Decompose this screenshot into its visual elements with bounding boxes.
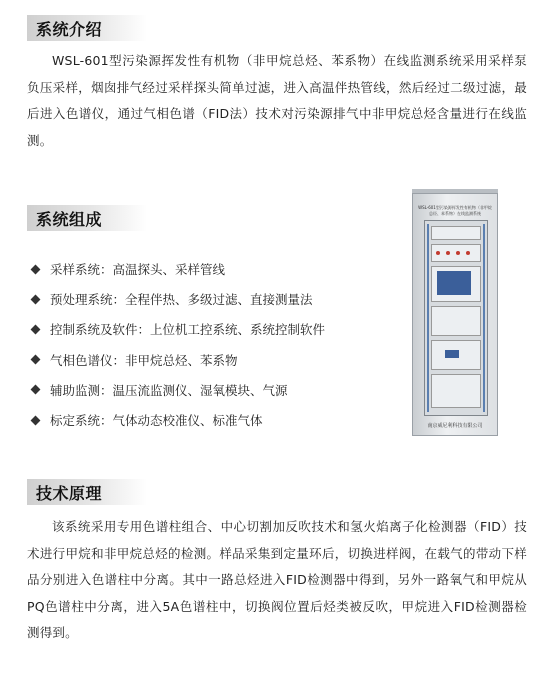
composition-list [30, 254, 390, 435]
principle-paragraph: 该系统采用专用色谱柱组合、中心切割加反吹技术和氢火焰离子化检测器（FID）技术进行甲烷和非甲烷总烃的检测。样品采集到定量环后，切换进样阀，在载气的带动下样品分别进入色谱柱中分离。其中一路总烃进入FID检测器中得到，另外一路氧气和甲烷从PQ色谱柱中分离，进入5A色谱柱中，切换阀位置后烃类被反吹，甲烷进入FID检测器检测得到。 [27, 519, 527, 640]
section-title-intro: 系统介绍 [36, 19, 103, 39]
cabinet-screen [437, 271, 471, 295]
diamond-bullet-icon [31, 415, 41, 425]
intro-paragraph: WSL-601型污染源挥发性有机物（非甲烷总烃、苯系物）在线监测系统采用采样泵负压采样，烟囱排气经过采样探头简单过滤，进入高温伴热管线，然后经过二级过滤，最后进入色谱仪，通过气相色谱（FID法）技术对污染源排气中非甲烷总烃含量进行在线监测。 [27, 53, 527, 148]
list-item: 气相色谱仪：非甲烷总烃、苯系物 [30, 345, 390, 375]
cabinet-display [445, 350, 459, 358]
cabinet-panel-5 [431, 374, 481, 408]
cabinet-label: WSL-601型污染源挥发性有机物（非甲烷总烃、苯系物）在线监测系统 [418, 205, 492, 216]
cabinet-panel-1 [431, 226, 481, 240]
list-item: 控制系统及软件：上位机工控系统、系统控制软件 [30, 314, 390, 344]
section-header-composition [27, 205, 147, 231]
list-item: 辅助监测：温压流监测仪、湿氧模块、气源 [30, 375, 390, 405]
section-title-composition: 系统组成 [36, 209, 103, 229]
diamond-bullet-icon [31, 355, 41, 365]
cabinet-indicator-icon [456, 251, 460, 255]
list-item: 采样系统：高温探头、采样管线 [30, 254, 390, 284]
list-item: 预处理系统：全程伴热、多级过滤、直接测量法 [30, 284, 390, 314]
cabinet-maker: 南京威尼利科技有限公司 [427, 423, 483, 429]
diamond-bullet-icon [31, 294, 41, 304]
diamond-bullet-icon [31, 264, 41, 274]
list-item: 标定系统：气体动态校准仪、标准气体 [30, 405, 390, 435]
diamond-bullet-icon [31, 385, 41, 395]
section-header-intro [27, 15, 147, 41]
cabinet-panel-3 [431, 306, 481, 336]
diamond-bullet-icon [31, 325, 41, 335]
section-title-principle: 技术原理 [36, 483, 103, 503]
cabinet-indicator-icon [446, 251, 450, 255]
cabinet-rail-right [483, 224, 485, 412]
cabinet-rail-left [427, 224, 429, 412]
cabinet-indicator-icon [436, 251, 440, 255]
section-header-principle [27, 479, 147, 505]
cabinet-indicator-icon [466, 251, 470, 255]
